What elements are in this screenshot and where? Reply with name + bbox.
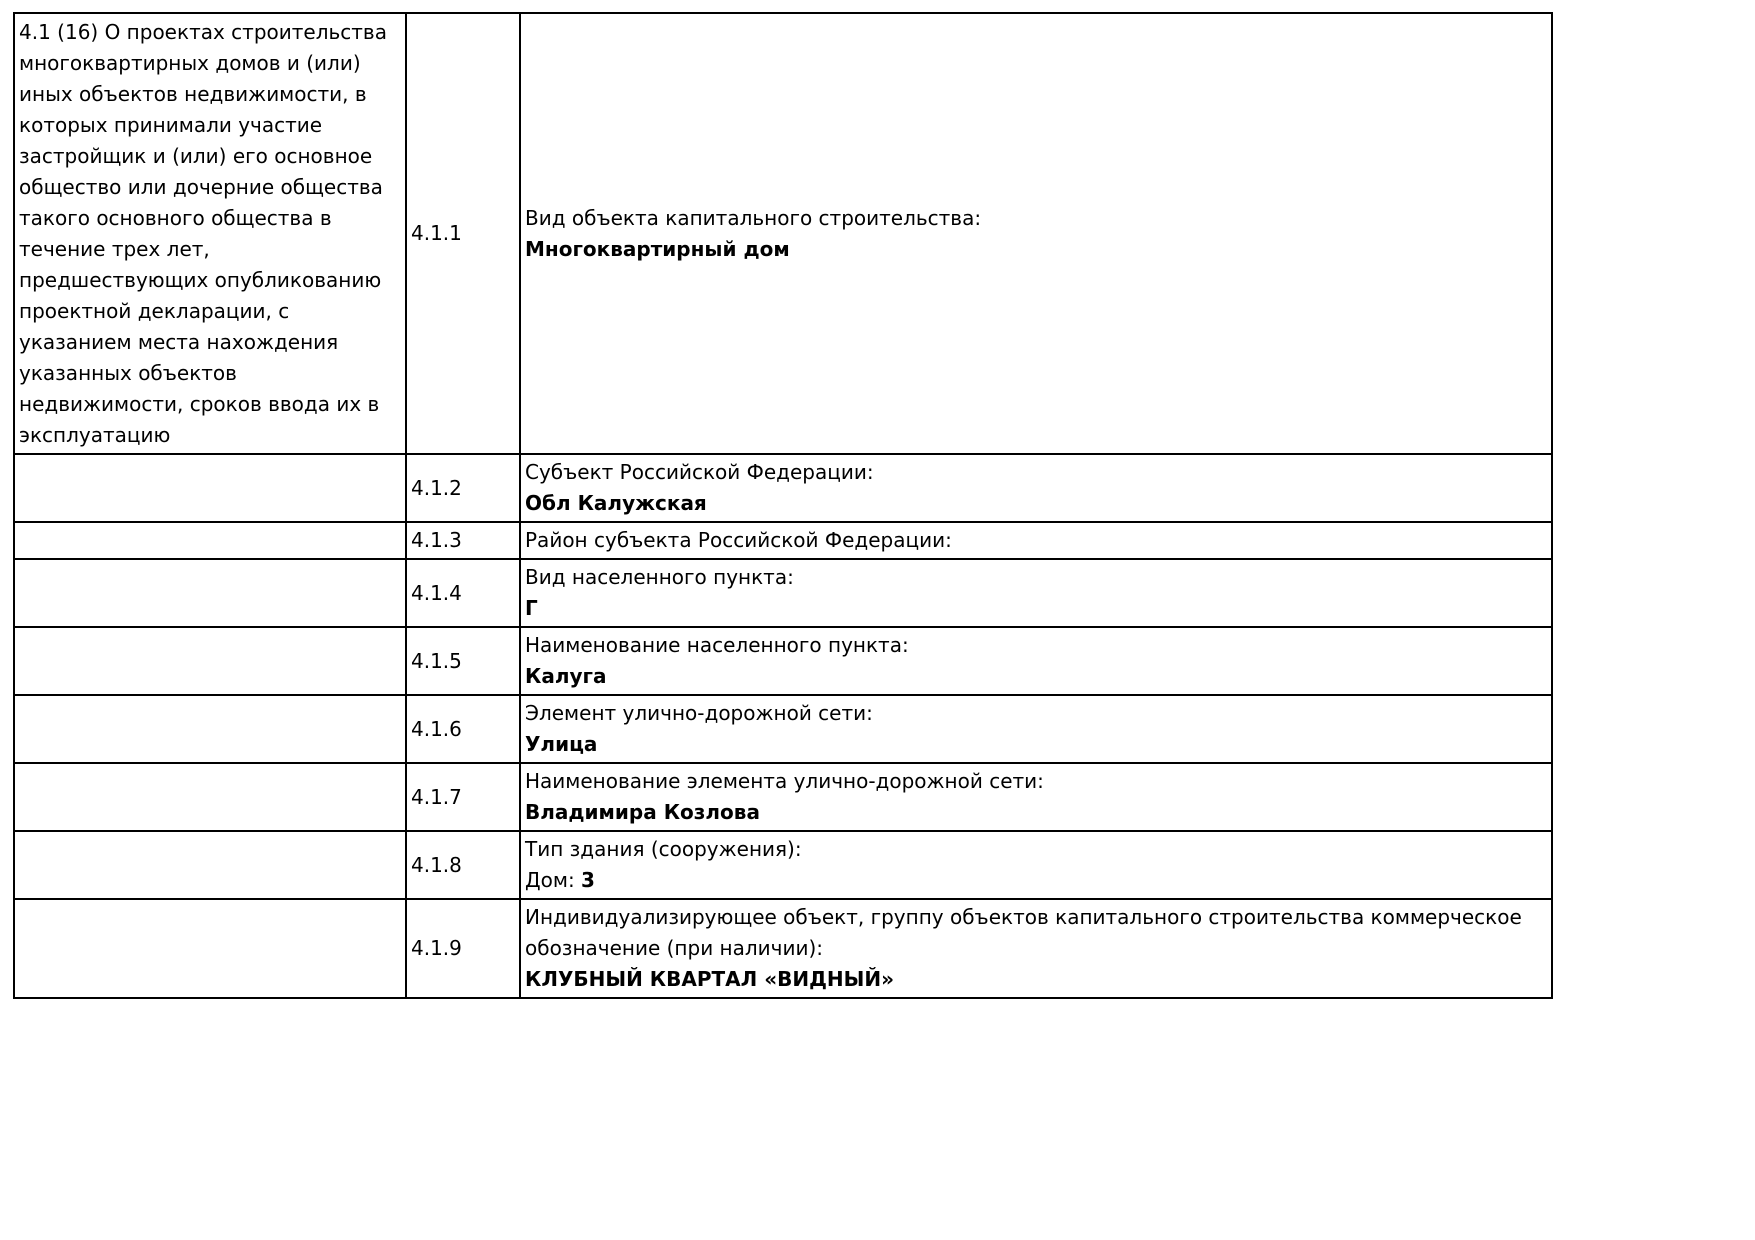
row-content: [520, 627, 1552, 695]
row-code: 4.1.7: [406, 763, 520, 831]
declaration-table: [13, 12, 1553, 999]
table-row: [14, 627, 1552, 695]
table-row: [14, 763, 1552, 831]
field-value: Обл Калужская: [525, 491, 707, 515]
row-content: [520, 763, 1552, 831]
row-code: 4.1.3: [406, 522, 520, 559]
declaration-table-body: [14, 13, 1552, 998]
field-label: Вид населенного пункта:: [525, 565, 794, 589]
row-content: [520, 695, 1552, 763]
field-label: Индивидуализирующее объект, группу объектов капитального строительства коммерческое обозначение (при наличии):: [525, 905, 1522, 960]
document-page: [13, 12, 1553, 999]
empty-cell: [14, 627, 406, 695]
table-row: [14, 831, 1552, 899]
empty-cell: [14, 899, 406, 998]
table-row: [14, 13, 1552, 454]
empty-cell: [14, 454, 406, 522]
empty-cell: [14, 763, 406, 831]
field-value: Многоквартирный дом: [525, 236, 790, 261]
row-content: [520, 454, 1552, 522]
row-content: [520, 899, 1552, 998]
field-value: КЛУБНЫЙ КВАРТАЛ «ВИДНЫЙ»: [525, 967, 895, 991]
field-label: Элемент улично-дорожной сети:: [525, 701, 873, 725]
field-label: Наименование элемента улично-дорожной сети:: [525, 769, 1044, 793]
row-content: [520, 831, 1552, 899]
field-value: Владимира Козлова: [525, 800, 760, 824]
row-content: [520, 559, 1552, 627]
field-value-prefix: Дом:: [525, 868, 582, 892]
field-label: Субъект Российской Федерации:: [525, 460, 874, 484]
empty-cell: [14, 695, 406, 763]
row-code: 4.1.1: [406, 13, 520, 454]
field-value: 3: [581, 868, 595, 892]
table-row: [14, 522, 1552, 559]
table-row: [14, 454, 1552, 522]
table-row: [14, 695, 1552, 763]
row-content: [520, 13, 1552, 454]
field-value: Улица: [525, 732, 598, 756]
field-label: Наименование населенного пункта:: [525, 633, 909, 657]
empty-cell: [14, 831, 406, 899]
field-value-line: [525, 865, 1547, 896]
field-label: Тип здания (сооружения):: [525, 837, 802, 861]
table-row: [14, 899, 1552, 998]
table-row: [14, 559, 1552, 627]
row-code: 4.1.6: [406, 695, 520, 763]
row-code: 4.1.5: [406, 627, 520, 695]
empty-cell: [14, 522, 406, 559]
field-label: Район субъекта Российской Федерации:: [525, 528, 952, 552]
row-code: 4.1.8: [406, 831, 520, 899]
row-code: 4.1.2: [406, 454, 520, 522]
row-code: 4.1.9: [406, 899, 520, 998]
section-description: 4.1 (16) О проектах строительства многоквартирных домов и (или) иных объектов недвижимости, в которых принимали участие застройщик и (или) его основное общество или дочерние общества такого основного общества в течение трех лет, предшествующих опубликованию проектной декларации, с указанием места нахождения указанных объектов недвижимости, сроков ввода их в эксплуатацию: [14, 13, 406, 454]
row-code: 4.1.4: [406, 559, 520, 627]
field-value: Г: [525, 596, 538, 620]
row-content: [520, 522, 1552, 559]
field-value: Калуга: [525, 664, 607, 688]
empty-cell: [14, 559, 406, 627]
field-label: Вид объекта капитального строительства:: [525, 205, 982, 230]
